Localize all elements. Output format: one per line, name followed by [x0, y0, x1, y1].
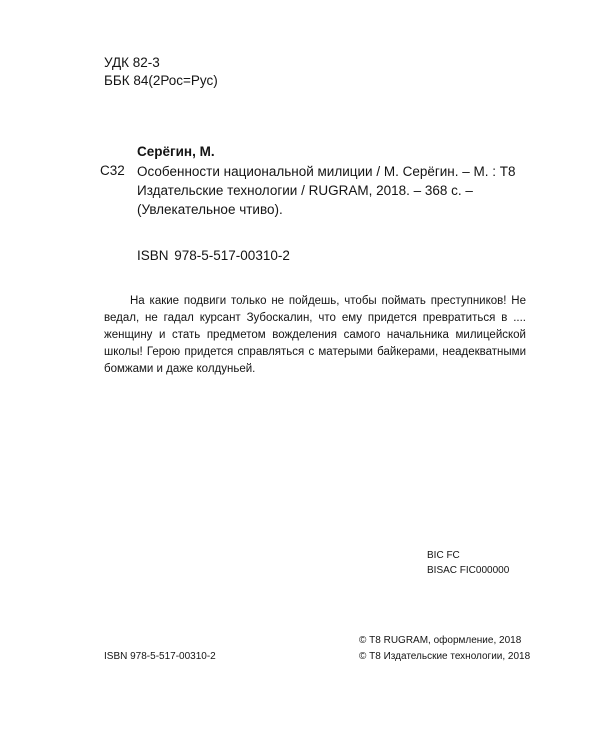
bbk-code: ББК 84(2Рос=Рус)	[104, 73, 218, 88]
annotation: На какие подвиги только не пойдешь, чтобы поймать преступников! Не ведал, не гадал курсант Зубоскалин, что ему придется превратиться в .... женщину и стать предметом вожделения самого начальника милицейской школы! Герою придется справляться с матерыми байкерами, неадекватными бомжами и даже колдуньей.	[104, 295, 526, 375]
bisac-code: BISAC FIC000000	[427, 565, 510, 576]
copyright-publisher: © Т8 Издательские технологии, 2018	[359, 651, 531, 662]
isbn-bottom: ISBN 978-5-517-00310-2	[104, 651, 216, 662]
author-mark-code: С32	[100, 163, 125, 178]
author-name: Серёгин, М.	[137, 144, 215, 159]
udk-code: УДК 82-3	[104, 55, 160, 70]
copyright-design: © Т8 RUGRAM, оформление, 2018	[359, 635, 522, 646]
bibliographic-entry: Особенности национальной милиции / М. Серёгин. – М. : Т8 Издательские технологии / RUGRAM, 2018. – 368 с. – (Увлекательное чтиво).	[137, 164, 516, 217]
bic-code: BIC FC	[427, 550, 460, 561]
isbn-main: ISBN 978-5-517-00310-2	[137, 248, 290, 263]
